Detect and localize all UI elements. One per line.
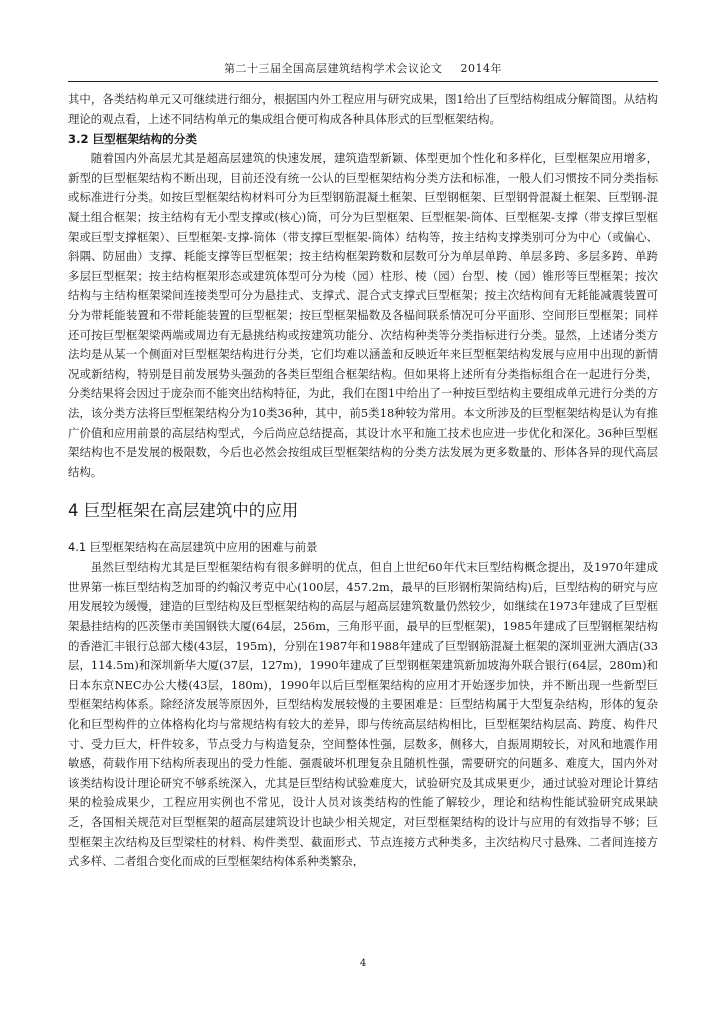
heading-section-4: 4 巨型框架在高层建筑中的应用 bbox=[68, 501, 299, 521]
header-conference-title: 第二十三届全国高层建筑结构学术会议论文 bbox=[224, 62, 443, 75]
page-number: 4 bbox=[359, 958, 367, 969]
paragraph-application-difficulties: 虽然巨型结构尤其是巨型框架结构有很多鲜明的优点，但自上世纪60年代末巨型结构概念提出，及1970年建成世界第一栋巨型结构芝加哥的约翰汉考克中心(100层，457.2m，最早的巨形钢桁架筒结构)后，巨型结构的研究与应用发展较为缓慢，建造的巨型结构及巨型框架结构的高层与超高层建筑数量仍然较少，如继续在1973年建成了巨型框架悬挂结构的匹茨堡市美国钢铁大厦(64层，256m，三角形平面，最早的巨型框架)，1985年建成了巨型钢框架结构的香港汇丰银行总部大楼(43层，195m)，分别在1987年和1988年建成了巨型钢筋混凝土框架的深圳亚洲大酒店(33层，114.5m)和深圳新华大厦(37层，127m)，1990年建成了巨型钢框架建筑新加坡海外联合银行(64层，280m)和日本东京NEC办公大楼(43层，180m)，1990年以后巨型框架结构的应用才开始逐步加快，并不断出现一些新型巨型框架结构体系。除经济发展等原因外，巨型结构发展较慢的主要困难是：巨型结构属于大型复杂结构，形体的复杂化和巨型构件的立体格构化均与常规结构有较大的差异，即与传统高层结构相比，巨型框架结构层高、跨度、构件尺寸、受力巨大，杆件较多，节点受力与构造复杂，空间整体性强，层数多，侧移大，自振周期较长，对风和地震作用敏感，荷载作用下结构所表现出的受力性能、强震破坏机理复杂且随机性强，需要研究的问题多、难度大，国内外对该类结构设计理论研究不够系统深入，尤其是巨型结构试验难度大，试验研究及其成果更少，通过试验对理论计算结果的检验成果少，工程应用实例也不常见，设计人员对该类结构的性能了解较少，理论和结构性能试验研究成果缺乏，各国相关规范对巨型框架的超高层建筑设计也缺少相关规定，对巨型框架结构的设计与应用的有效指导不够；巨型框架主次结构及巨型梁柱的材料、构件类型、截面形式、节点连接方式种类多，主次结构尺寸悬殊、二者间连接方式多样、二者组合变化而成的巨型框架结构体系种类繁杂， bbox=[68, 560, 658, 869]
heading-3-2: 3.2 巨型框架结构的分类 bbox=[68, 132, 197, 147]
header-year: 2014年 bbox=[460, 62, 502, 75]
running-header bbox=[68, 60, 658, 76]
page-body bbox=[68, 90, 658, 872]
paragraph-continuation: 其中，各类结构单元又可继续进行细分，根据国内外工程应用与研究成果，图1给出了巨型结构组成分解简图。从结构理论的观点看，上述不同结构单元的集成组合便可构成各种具体形式的巨型框架结构。 bbox=[68, 92, 658, 126]
heading-4-1: 4.1 巨型框架结构在高层建筑中应用的困难与前景 bbox=[68, 540, 318, 555]
header-divider bbox=[68, 81, 658, 82]
paragraph-classification: 随着国内外高层尤其是超高层建筑的快速发展，建筑造型新颖、体型更加个性化和多样化，巨型框架应用增多，新型的巨型框架结构不断出现，目前还没有统一公认的巨型框架结构分类方法和标准，一般人们习惯按不同分类指标或标准进行分类。如按巨型框架结构材料可分为巨型钢筋混凝土框架、巨型钢框架、巨型钢骨混凝土框架、巨型钢-混凝土组合框架；按主结构有无小型支撑或(核心)筒，可分为巨型框架、巨型框架-筒体、巨型框架-支撑（带支撑巨型框架或巨型支撑框架）、巨型框架-支撑-筒体（带支撑巨型框架-筒体）结构等，按主结构支撑类别可分为中心（或偏心、斜隅、防屈曲）支撑、耗能支撑等巨型框架；按主结构框架跨数和层数可分为单层单跨、单层多跨、多层多跨、单跨多层巨型框架；按主结构框架形态或建筑体型可分为棱（园）柱形、棱（园）台型、棱（园）锥形等巨型框架；按次结构与主结构框架梁间连接类型可分为悬挂式、支撑式、混合式支撑式巨型框架；按主次结构间有无耗能减震装置可分为带耗能装置和不带耗能装置的巨型框架；按巨型框架榀数及各榀间联系情况可分平面形、空间形巨型框架；同样还可按巨型框架梁两端或周边有无悬挑结构或按建筑功能分、次结构种类等分类指标进行分类。显然，上述诸分类方法均是从某一个侧面对巨型框架结构进行分类，它们均难以涵盖和反映近年来巨型框架结构发展与应用中出现的新情况或新结构，特别是目前发展势头强劲的各类巨型组合框架结构。但如果将上述所有分类指标组合在一起进行分类，分类结果将会因过于庞杂而不能突出结构特征，为此，我们在图1中给出了一种按巨型结构主要组成单元进行分类的方法，该分类方法将巨型框架结构分为10类36种，其中，前5类18种较为常用。本文所涉及的巨型框架结构是认为有推广价值和应用前景的高层结构型式，今后尚应总结提高，其设计水平和施工技术也应进一步优化和深化。36种巨型框架结构也不是发展的极限数，今后也必然会按组成巨型框架结构的分类方法发展为更多数量的、形体各异的现代高层结构。 bbox=[68, 151, 658, 479]
